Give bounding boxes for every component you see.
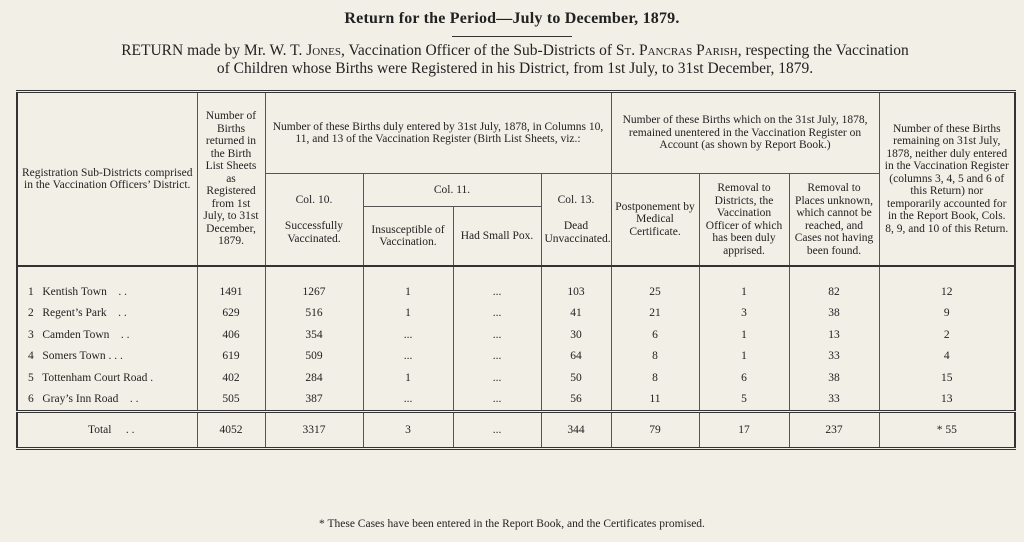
removal-unknown-cell: 38 — [789, 303, 879, 325]
header-unentered-group: Number of these Births which on the 31st July, 1878, remained unentered in the Vaccination Register on Account (as shown by Report Book.) — [611, 92, 879, 174]
header-removal-unknown: Removal to Places unknown, which cannot be reached, and Cases not having been found. — [789, 174, 879, 267]
intro-text-c: respecting the Vaccination — [741, 42, 909, 59]
subdistrict-cell: 1 Kentish Town . . — [28, 285, 127, 298]
total-dead-cell: 344 — [541, 412, 611, 449]
insusceptible-cell: 1 — [363, 281, 453, 303]
total-row — [17, 412, 1015, 449]
total-removal-districts-cell: 17 — [699, 412, 789, 449]
total-remaining-cell: * 55 — [879, 412, 1015, 449]
births-cell: 1491 — [197, 281, 265, 303]
postponement-cell: 8 — [611, 346, 699, 368]
header-col10 — [265, 174, 363, 267]
vaccinated-cell: 1267 — [265, 281, 363, 303]
remaining-cell: 4 — [879, 346, 1015, 368]
postponement-cell: 6 — [611, 324, 699, 346]
insusceptible-cell: ... — [363, 346, 453, 368]
vaccination-return-table — [16, 90, 1016, 450]
title-rule — [452, 36, 572, 37]
removal-districts-cell: 3 — [699, 303, 789, 325]
births-cell: 505 — [197, 389, 265, 412]
table-row — [17, 324, 1015, 346]
insusceptible-cell: ... — [363, 389, 453, 412]
intro-paragraph — [30, 42, 1000, 78]
footnote: * These Cases have been entered in the Report Book, and the Certificates promised. — [319, 518, 705, 530]
header-removal-districts: Removal to Districts, the Vaccination Officer of which has been duly apprised. — [699, 174, 789, 267]
postponement-cell: 8 — [611, 367, 699, 389]
header-entered-group: Number of these Births duly entered by 31st July, 1878, in Columns 10, 11, and 13 of the Vaccination Register (Birth List Sheets, viz.: — [265, 92, 611, 174]
subdistrict-cell: 4 Somers Town . . . — [28, 350, 123, 362]
removal-districts-cell: 1 — [699, 324, 789, 346]
header-col10-label: Col. 10. — [295, 193, 333, 206]
total-vaccinated-cell: 3317 — [265, 412, 363, 449]
small-pox-cell: ... — [453, 346, 541, 368]
header-births-returned: Number of Births returned in the Birth List Sheets as Registered from 1st July, to 31st December, 1879. — [197, 92, 265, 267]
removal-districts-cell: 1 — [699, 281, 789, 303]
postponement-cell: 25 — [611, 281, 699, 303]
vaccinated-cell: 354 — [265, 324, 363, 346]
small-pox-cell: ... — [453, 324, 541, 346]
insusceptible-cell: 1 — [363, 367, 453, 389]
remaining-cell: 13 — [879, 389, 1015, 412]
remaining-cell: 12 — [879, 281, 1015, 303]
header-col13-sub: Dead Unvaccinated. — [544, 220, 611, 245]
header-subdistricts: Registration Sub-Districts comprised in the Vaccination Officers’ District. — [17, 92, 197, 267]
births-cell: 406 — [197, 324, 265, 346]
header-small-pox: Had Small Pox. — [453, 207, 541, 267]
total-label-cell: Total . . — [17, 412, 197, 449]
births-cell: 629 — [197, 303, 265, 325]
postponement-cell: 21 — [611, 303, 699, 325]
subdistrict-cell: 3 Camden Town . . — [28, 328, 130, 341]
vaccinated-cell: 516 — [265, 303, 363, 325]
table-row — [17, 303, 1015, 325]
table-row — [17, 367, 1015, 389]
removal-districts-cell: 5 — [699, 389, 789, 412]
remaining-cell: 9 — [879, 303, 1015, 325]
subdistrict-cell: 5 Tottenham Court Road . — [28, 371, 154, 384]
dead-cell: 30 — [541, 324, 611, 346]
dead-cell: 41 — [541, 303, 611, 325]
intro-text-line2: of Children whose Births were Registered in his District, from 1st July, to 31st December, 1879. — [216, 60, 814, 77]
table-row — [17, 389, 1015, 412]
table-row — [17, 281, 1015, 303]
removal-unknown-cell: 13 — [789, 324, 879, 346]
total-insusceptible-cell: 3 — [363, 412, 453, 449]
header-insusceptible: Insusceptible of Vaccination. — [363, 207, 453, 267]
small-pox-cell: ... — [453, 389, 541, 412]
intro-text-a: RETURN made by Mr. W. T. — [121, 42, 307, 59]
dead-cell: 50 — [541, 367, 611, 389]
total-small-pox-cell: ... — [453, 412, 541, 449]
dead-cell: 103 — [541, 281, 611, 303]
births-cell: 402 — [197, 367, 265, 389]
insusceptible-cell: 1 — [363, 303, 453, 325]
small-pox-cell: ... — [453, 303, 541, 325]
dead-cell: 56 — [541, 389, 611, 412]
remaining-cell: 15 — [879, 367, 1015, 389]
header-col11: Col. 11. — [363, 174, 541, 207]
removal-districts-cell: 6 — [699, 367, 789, 389]
header-postponement: Postponement by Medical Certificate. — [611, 174, 699, 267]
removal-districts-cell: 1 — [699, 346, 789, 368]
postponement-cell: 11 — [611, 389, 699, 412]
removal-unknown-cell: 82 — [789, 281, 879, 303]
page-title: Return for the Period—July to December, 1879. — [344, 10, 680, 27]
table-spacer-row — [17, 266, 1015, 281]
total-births-cell: 4052 — [197, 412, 265, 449]
header-remaining: Number of these Births remaining on 31st July, 1878, neither duly entered in the Vaccination Register (columns 3, 4, 5 and 6 of this Return) nor temporarily accounted for in the Report Book, Cols. 8, 9, and 10 of this Return. — [879, 92, 1015, 267]
header-col10-sub: Successfully Vaccinated. — [284, 220, 344, 245]
subdistrict-cell: 6 Gray’s Inn Road . . — [28, 393, 139, 405]
vaccinated-cell: 284 — [265, 367, 363, 389]
table-row — [17, 346, 1015, 368]
births-cell: 619 — [197, 346, 265, 368]
subdistrict-cell: 2 Regent’s Park . . — [28, 307, 127, 319]
small-pox-cell: ... — [453, 367, 541, 389]
dead-cell: 64 — [541, 346, 611, 368]
header-col13 — [541, 174, 611, 267]
parish-name: St. Pancras Parish, — [615, 42, 742, 59]
total-postponement-cell: 79 — [611, 412, 699, 449]
intro-text-b: Vaccination Officer of the Sub-Districts of — [344, 42, 616, 59]
insusceptible-cell: ... — [363, 324, 453, 346]
removal-unknown-cell: 33 — [789, 346, 879, 368]
officer-name: Jones, — [306, 42, 345, 59]
vaccinated-cell: 509 — [265, 346, 363, 368]
header-col13-label: Col. 13. — [557, 193, 595, 206]
removal-unknown-cell: 38 — [789, 367, 879, 389]
vaccinated-cell: 387 — [265, 389, 363, 412]
total-removal-unknown-cell: 237 — [789, 412, 879, 449]
small-pox-cell: ... — [453, 281, 541, 303]
removal-unknown-cell: 33 — [789, 389, 879, 412]
remaining-cell: 2 — [879, 324, 1015, 346]
